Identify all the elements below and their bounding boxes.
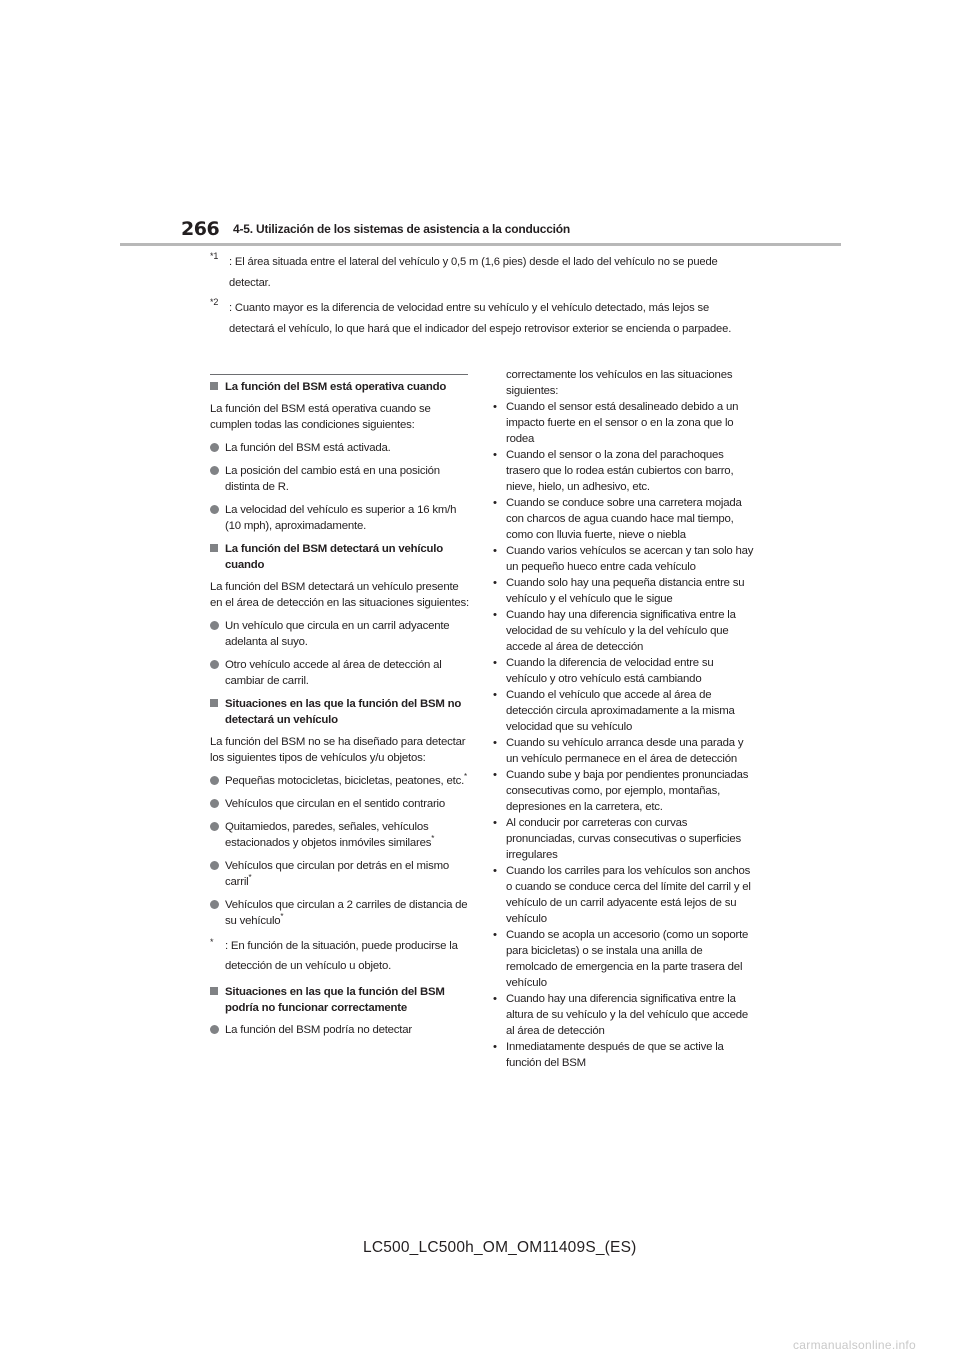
list-item bbox=[493, 927, 755, 991]
list-item-text: Cuando sube y baja por pendientes pronunciadas consecutivas como, por ejemplo, montañas, depresiones en la carretera, etc. bbox=[506, 769, 749, 813]
bullet-dot-icon: • bbox=[493, 577, 497, 589]
list-item-text: Vehículos que circulan por detrás en el mismo carril bbox=[225, 860, 449, 888]
heading-no-detectara bbox=[210, 696, 472, 728]
footnote-text: : En función de la situación, puede producirse la detección de un vehículo u objeto. bbox=[225, 940, 458, 972]
asterisk-mark: * bbox=[248, 873, 252, 883]
list-item bbox=[493, 399, 755, 447]
circle-bullet-icon bbox=[210, 505, 219, 514]
list-item-text: La velocidad del vehículo es superior a 16 km/h (10 mph), aproximadamente. bbox=[225, 504, 457, 532]
list-item bbox=[210, 657, 472, 689]
list-item-text: Cuando los carriles para los vehículos son anchos o cuando se conduce cerca del límite del carril y el vehículo de un carril adyacente está lejos de su vehículo bbox=[506, 865, 751, 925]
paragraph: La función del BSM detectará un vehículo presente en el área de detección en las situaciones siguientes: bbox=[210, 581, 469, 609]
list-item-text: Cuando el vehículo que accede al área de detección circula aproximadamente a la misma velocidad que su vehículo bbox=[506, 689, 735, 733]
circle-bullet-icon bbox=[210, 1025, 219, 1034]
circle-bullet-icon bbox=[210, 660, 219, 669]
list-item bbox=[493, 863, 755, 927]
list-item bbox=[493, 655, 755, 687]
square-bullet-icon bbox=[210, 987, 218, 995]
list-item-text: Cuando el sensor o la zona del parachoques trasero que lo rodea están cubiertos con barro, nieve, hielo, un adhesivo, etc. bbox=[506, 449, 734, 493]
list-item bbox=[210, 819, 472, 851]
circle-bullet-icon bbox=[210, 443, 219, 452]
heading-operativa bbox=[210, 379, 472, 395]
list-item-text: Cuando hay una diferencia significativa entre la velocidad de su vehículo y la del vehículo que accede al área de detección bbox=[506, 609, 736, 653]
list-item-text: Otro vehículo accede al área de detección al cambiar de carril. bbox=[225, 659, 442, 687]
bullet-dot-icon: • bbox=[493, 929, 497, 941]
list-item-text: Vehículos que circulan en el sentido contrario bbox=[225, 798, 446, 810]
square-bullet-icon bbox=[210, 699, 218, 707]
list-item bbox=[493, 495, 755, 543]
footnote-2-text: : Cuanto mayor es la diferencia de velocidad entre su vehículo y el vehículo detectado, más lejos se detectará el vehículo, lo que hará que el indicador del espejo retrovisor exterior se encienda o parpadee. bbox=[229, 302, 732, 335]
square-bullet-icon bbox=[210, 544, 218, 552]
list-item-text: Cuando su vehículo arranca desde una parada y un vehículo permanece en el área de detección bbox=[506, 737, 744, 765]
circle-bullet-icon bbox=[210, 621, 219, 630]
list-item-text: Cuando se conduce sobre una carretera mojada con charcos de agua cuando hace mal tiempo, como con lluvia fuerte, nieve o niebla bbox=[506, 497, 742, 541]
bullet-dot-icon: • bbox=[493, 497, 497, 509]
list-item bbox=[210, 618, 472, 650]
list-item bbox=[210, 1022, 472, 1038]
bullet-dot-icon: • bbox=[493, 657, 497, 669]
watermark: carmanualsonline.info bbox=[793, 1338, 917, 1352]
list-item-text: Cuando el sensor está desalineado debido a un impacto fuerte en el sensor o en la zona que lo rodea bbox=[506, 401, 739, 445]
circle-bullet-icon bbox=[210, 799, 219, 808]
section-divider bbox=[210, 374, 468, 375]
list-item-text: Vehículos que circulan a 2 carriles de distancia de su vehículo bbox=[225, 899, 468, 927]
page-number: 266 bbox=[181, 218, 220, 240]
list-item-text: La función del BSM está activada. bbox=[225, 442, 391, 454]
bullet-dot-icon: • bbox=[493, 449, 497, 461]
bullet-dot-icon: • bbox=[493, 865, 497, 877]
left-column bbox=[210, 379, 472, 1045]
bullet-dot-icon: • bbox=[493, 689, 497, 701]
asterisk-mark: * bbox=[431, 834, 435, 844]
situations-list bbox=[493, 399, 755, 1071]
circle-bullet-icon bbox=[210, 466, 219, 475]
list-item bbox=[493, 687, 755, 735]
list-item-text: Inmediatamente después de que se active la función del BSM bbox=[506, 1041, 724, 1069]
asterisk-mark: * bbox=[464, 772, 467, 782]
paragraph: La función del BSM está operativa cuando se cumplen todas las condiciones siguientes: bbox=[210, 403, 431, 431]
list-item bbox=[493, 815, 755, 863]
list-item-text: La función del BSM podría no detectar bbox=[225, 1024, 412, 1036]
footnote-1 bbox=[210, 252, 755, 293]
continuation-text: correctamente los vehículos en las situaciones siguientes: bbox=[506, 369, 733, 397]
list-item bbox=[493, 543, 755, 575]
list-item bbox=[493, 447, 755, 495]
list-item-text: Cuando hay una diferencia significativa entre la altura de su vehículo y la del vehículo que accede al área de detección bbox=[506, 993, 749, 1037]
heading-text: Situaciones en las que la función del BSM no detectará un vehículo bbox=[225, 698, 462, 726]
list-item bbox=[493, 991, 755, 1039]
paragraph: La función del BSM no se ha diseñado para detectar los siguientes tipos de vehículos y/u objetos: bbox=[210, 736, 466, 764]
bullet-dot-icon: • bbox=[493, 401, 497, 413]
bullet-dot-icon: • bbox=[493, 737, 497, 749]
list-item-text: Cuando solo hay una pequeña distancia entre su vehículo y el vehículo que le sigue bbox=[506, 577, 745, 605]
list-item-text: Al conducir por carreteras con curvas pronunciadas, curvas consecutivas o superficies irregulares bbox=[506, 817, 741, 861]
heading-text: La función del BSM detectará un vehículo cuando bbox=[225, 543, 443, 571]
list-item-text: Cuando se acopla un accesorio (como un soporte para bicicletas) o se instala una anilla de remolcado de emergencia en la parte trasera del vehículo bbox=[506, 929, 749, 989]
heading-text: Situaciones en las que la función del BSM podría no funcionar correctamente bbox=[225, 986, 445, 1014]
list-item-text: Pequeñas motocicletas, bicicletas, peatones, etc. bbox=[225, 775, 465, 787]
list-item bbox=[210, 502, 472, 534]
right-column bbox=[493, 367, 755, 1071]
footnote-1-mark: *1 bbox=[210, 251, 219, 261]
list-item bbox=[210, 773, 472, 789]
header-rule bbox=[120, 243, 841, 246]
bullet-dot-icon: • bbox=[493, 545, 497, 557]
inline-footnote bbox=[210, 936, 472, 976]
list-item bbox=[493, 1039, 755, 1071]
square-bullet-icon bbox=[210, 382, 218, 390]
heading-no-funcionar bbox=[210, 984, 472, 1016]
bullet-dot-icon: • bbox=[493, 817, 497, 829]
list-item bbox=[210, 897, 472, 929]
list-item-text: Cuando varios vehículos se acercan y tan solo hay un pequeño hueco entre cada vehículo bbox=[506, 545, 754, 573]
list-item bbox=[210, 796, 472, 812]
list-item-text: La posición del cambio está en una posición distinta de R. bbox=[225, 465, 440, 493]
list-item-text: Un vehículo que circula en un carril adyacente adelanta al suyo. bbox=[225, 620, 450, 648]
list-item bbox=[493, 607, 755, 655]
list-item bbox=[210, 463, 472, 495]
heading-text: La función del BSM está operativa cuando bbox=[225, 381, 447, 393]
circle-bullet-icon bbox=[210, 822, 219, 831]
list-item bbox=[493, 767, 755, 815]
footnote-2-mark: *2 bbox=[210, 297, 219, 307]
list-item-text: Quitamiedos, paredes, señales, vehículos estacionados y objetos inmóviles similares bbox=[225, 821, 432, 849]
bullet-dot-icon: • bbox=[493, 609, 497, 621]
list-item bbox=[493, 735, 755, 767]
footnote-1-text: : El área situada entre el lateral del vehículo y 0,5 m (1,6 pies) desde el lado del vehículo no se puede detectar. bbox=[229, 256, 718, 289]
circle-bullet-icon bbox=[210, 900, 219, 909]
list-item bbox=[210, 858, 472, 890]
footer-document-code: LC500_LC500h_OM_OM11409S_(ES) bbox=[363, 1239, 637, 1256]
bullet-dot-icon: • bbox=[493, 1041, 497, 1053]
heading-detectara bbox=[210, 541, 472, 573]
footnote-mark: * bbox=[210, 937, 214, 947]
bullet-dot-icon: • bbox=[493, 769, 497, 781]
list-item bbox=[493, 575, 755, 607]
top-footnotes bbox=[210, 252, 755, 344]
footnote-2 bbox=[210, 298, 755, 339]
circle-bullet-icon bbox=[210, 861, 219, 870]
list-item-text: Cuando la diferencia de velocidad entre su vehículo y otro vehículo está cambiando bbox=[506, 657, 714, 685]
list-item bbox=[210, 440, 472, 456]
section-title: 4-5. Utilización de los sistemas de asistencia a la conducción bbox=[233, 222, 571, 236]
bullet-dot-icon: • bbox=[493, 993, 497, 1005]
asterisk-mark: * bbox=[280, 912, 284, 922]
circle-bullet-icon bbox=[210, 776, 219, 785]
